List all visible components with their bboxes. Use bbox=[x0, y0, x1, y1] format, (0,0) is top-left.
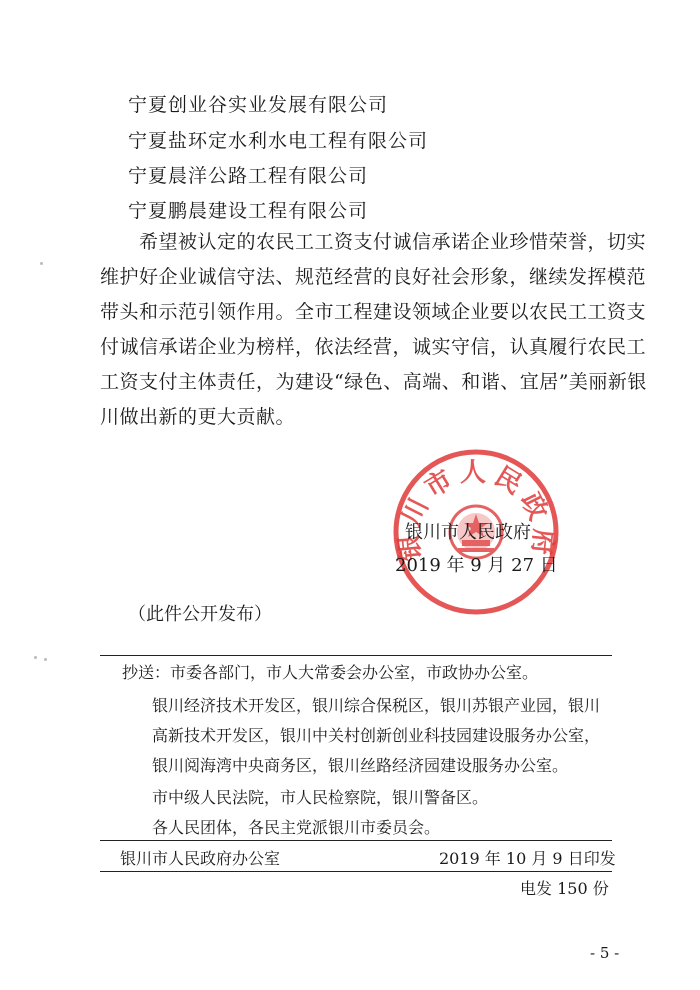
paragraph-line: 付诚信承诺企业为榜样，依法经营，诚实守信，认真履行农民工 bbox=[100, 336, 647, 358]
company-name: 宁夏创业谷实业发展有限公司 bbox=[128, 94, 389, 116]
paragraph-line: 维护好企业诚信守法、规范经营的良好社会形象，继续发挥模范 bbox=[100, 266, 647, 288]
seal-text: 银川市人民政府 bbox=[393, 457, 559, 563]
cc-text: 市委各部门，市人大常委会办公室，市政协办公室。 bbox=[170, 663, 539, 682]
cc-line: 市中级人民法院，市人民检察院，银川警备区。 bbox=[152, 788, 489, 807]
paragraph-line: 工资支付主体责任，为建设“绿色、高端、和谐、宜居”美丽新银 bbox=[100, 371, 647, 393]
scan-mark bbox=[44, 658, 47, 661]
cc-line: 各人民团体，各民主党派银川市委员会。 bbox=[152, 818, 441, 837]
scan-mark bbox=[40, 262, 43, 265]
public-release-notice: （此件公开发布） bbox=[128, 604, 272, 625]
cc-label: 抄送： bbox=[122, 663, 171, 682]
signature-org: 银川市人民政府 bbox=[405, 522, 531, 543]
company-name: 宁夏盐环定水利水电工程有限公司 bbox=[128, 130, 429, 152]
paragraph-line: 带头和示范引领作用。全市工程建设领域企业要以农民工工资支 bbox=[100, 301, 647, 323]
paragraph-line: 希望被认定的农民工工资支付诚信承诺企业珍惜荣誉，切实 bbox=[100, 231, 647, 253]
cc-first-line bbox=[122, 660, 538, 683]
company-name: 宁夏鹏晨建设工程有限公司 bbox=[128, 200, 369, 222]
body-paragraph bbox=[100, 225, 647, 435]
print-date: 2019 年 10 月 9 日印发 bbox=[439, 849, 616, 868]
scan-mark bbox=[34, 656, 37, 659]
cc-line: 高新技术开发区，银川中关村创新创业科技园建设服务办公室， bbox=[152, 726, 601, 745]
signature-date: 2019 年 9 月 27 日 bbox=[395, 555, 558, 576]
paragraph-line: 川做出新的更大贡献。 bbox=[100, 406, 296, 428]
cc-line: 银川阅海湾中央商务区，银川丝路经济园建设服务办公室。 bbox=[152, 756, 569, 775]
company-name: 宁夏晨洋公路工程有限公司 bbox=[128, 165, 369, 187]
issuer-office: 银川市人民政府办公室 bbox=[120, 849, 281, 868]
page-number: - 5 - bbox=[590, 944, 620, 962]
cc-line: 银川经济技术开发区，银川综合保税区，银川苏银产业园，银川 bbox=[152, 696, 601, 715]
divider bbox=[100, 871, 612, 872]
copies-count: 电发 150 份 bbox=[520, 879, 609, 898]
divider bbox=[100, 655, 612, 656]
divider bbox=[100, 840, 612, 841]
